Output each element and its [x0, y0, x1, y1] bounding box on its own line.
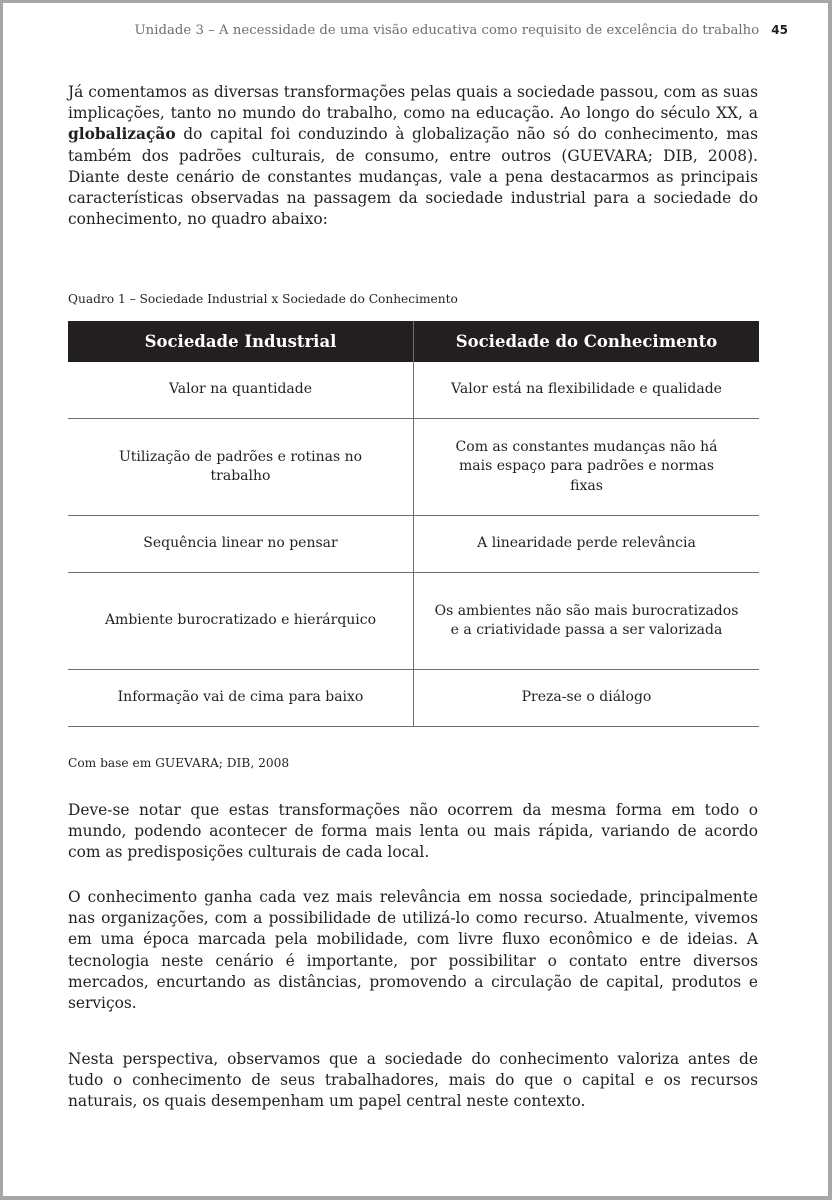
table-cell-industrial: Ambiente burocratizado e hierárquico [68, 573, 414, 670]
table-header-row [68, 321, 759, 362]
running-title: Unidade 3 – A necessidade de uma visão educativa como requisito de excelência do trabalho [134, 23, 760, 38]
table-cell-text: Utilização de padrões e rotinas no trabalho [118, 448, 363, 484]
table-cell-conhecimento: Valor está na flexibilidade e qualidade [414, 362, 760, 419]
table-cell-conhecimento [414, 573, 760, 670]
bold-term-globalizacao: globalização [68, 125, 176, 144]
table-cell-conhecimento: A linearidade perde relevância [414, 516, 760, 573]
column-header-conhecimento: Sociedade do Conhecimento [414, 321, 760, 362]
table-caption: Quadro 1 – Sociedade Industrial x Sociedade do Conhecimento [68, 292, 458, 306]
table-row [68, 573, 759, 670]
table-row [68, 362, 759, 419]
table-cell-industrial: Sequência linear no pensar [68, 516, 414, 573]
paragraph-intro-part1: Já comentamos as diversas transformações pelas quais a sociedade passou, com as suas implicações, tanto no mundo do trabalho, como na educação. Ao longo do século XX, a [68, 83, 758, 123]
table-row [68, 419, 759, 516]
paragraph-knowledge: O conhecimento ganha cada vez mais relevância em nossa sociedade, principalmente nas organizações, com a possibilidade de utilizá-lo como recurso. Atualmente, vivemos em uma época marcada pela mobilidade, com livre fluxo econômico e de ideias. A tecnologia neste cenário é importante, por possibilitar o contato entre diversos mercados, encurtando as distâncias, promovendo a circulação de capital, produtos e serviços. [68, 888, 758, 1013]
table-source: Com base em GUEVARA; DIB, 2008 [68, 756, 290, 770]
page-number: 45 [771, 23, 788, 37]
table-cell-text: Com as constantes mudanças não há mais espaço para padrões e normas fixas [455, 438, 718, 494]
table-cell-industrial: Valor na quantidade [68, 362, 414, 419]
paragraph-perspective: Nesta perspectiva, observamos que a sociedade do conhecimento valoriza antes de tudo o conhecimento de seus trabalhadores, mais do que o capital e os recursos naturais, os quais desempenham um papel central neste contexto. [68, 1050, 758, 1111]
paragraph-intro-part2: do capital foi conduzindo à globalização não só do conhecimento, mas também dos padrões culturais, de consumo, entre outros (GUEVARA; DIB, 2008). Diante deste cenário de constantes mudanças, vale a pena destacarmos as principais características observadas na passagem da sociedade industrial para a sociedade do conhecimento, no quadro abaixo: [68, 125, 758, 229]
table-cell-conhecimento [414, 419, 760, 516]
running-header [3, 23, 788, 38]
comparison-table [68, 321, 759, 727]
table-row [68, 670, 759, 727]
table-cell-text: Os ambientes não são mais burocratizados e a criatividade passa a ser valorizada [434, 602, 739, 638]
table-row [68, 516, 759, 573]
paragraph-intro [68, 82, 758, 230]
table-cell-industrial: Informação vai de cima para baixo [68, 670, 414, 727]
table-cell-conhecimento: Preza-se o diálogo [414, 670, 760, 727]
column-header-industrial: Sociedade Industrial [68, 321, 414, 362]
table-cell-industrial [68, 419, 414, 516]
paragraph-transformations: Deve-se notar que estas transformações não ocorrem da mesma forma em todo o mundo, podendo acontecer de forma mais lenta ou mais rápida, variando de acordo com as predisposições culturais de cada local. [68, 801, 758, 862]
document-page [3, 3, 828, 1196]
